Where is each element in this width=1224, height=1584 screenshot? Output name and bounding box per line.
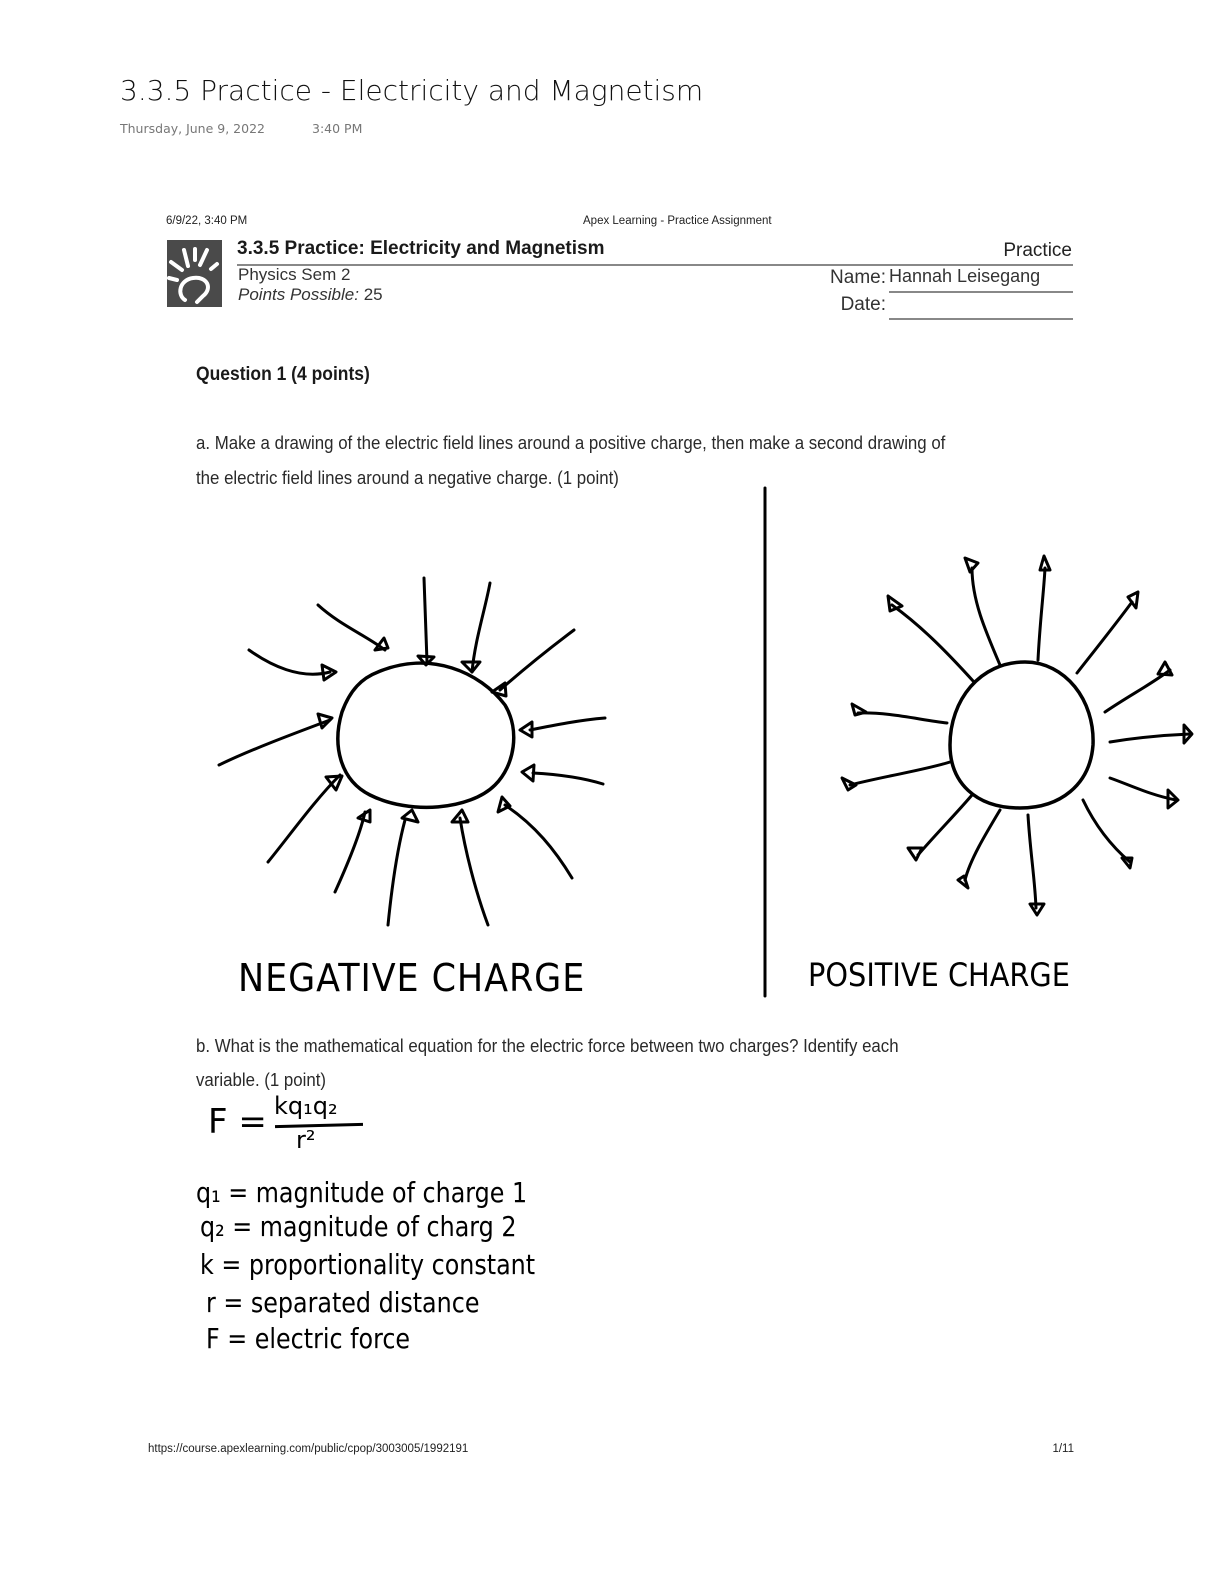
negative-charge-label: NEGATIVE CHARGE xyxy=(238,956,586,1000)
part-a-prompt-line1: a. Make a drawing of the electric field lines around a positive charge, then make a second drawing of xyxy=(196,433,946,453)
points-value: 25 xyxy=(363,285,383,304)
name-field[interactable]: Hannah Leisegang xyxy=(889,266,1041,286)
page-number: 1/11 xyxy=(1052,1443,1074,1455)
points-label: Points Possible: xyxy=(238,285,359,304)
positive-charge-label: POSITIVE CHARGE xyxy=(808,956,1070,994)
part-b-prompt-line2: variable. (1 point) xyxy=(196,1070,327,1090)
variable-definition: k = proportionality constant xyxy=(200,1248,536,1281)
positive-charge-circle xyxy=(950,662,1093,808)
equation-denominator: r² xyxy=(296,1126,316,1154)
variable-definition: q₁ = magnitude of charge 1 xyxy=(196,1176,528,1209)
equation-lhs: F = xyxy=(208,1102,267,1142)
variable-definition: r = separated distance xyxy=(206,1286,480,1319)
equation-numerator: kq₁q₂ xyxy=(274,1092,338,1120)
assignment-type: Practice xyxy=(1003,240,1072,261)
footer-url[interactable]: https://course.apexlearning.com/public/cpop/3003005/1992191 xyxy=(148,1443,469,1455)
assignment-title: 3.3.5 Practice: Electricity and Magnetism xyxy=(237,238,605,259)
date-label: Date: xyxy=(840,294,886,315)
print-timestamp: 6/9/22, 3:40 PM xyxy=(166,215,248,227)
note-date: Thursday, June 9, 2022 xyxy=(120,121,265,136)
note-time: 3:40 PM xyxy=(312,121,363,136)
name-label: Name: xyxy=(830,267,886,288)
positive-field-lines xyxy=(842,556,1192,915)
note-page-title: 3.3.5 Practice - Electricity and Magnetism xyxy=(120,74,704,107)
negative-charge-circle xyxy=(338,663,514,807)
course-name: Physics Sem 2 xyxy=(238,265,351,284)
question-1-heading: Question 1 (4 points) xyxy=(196,364,370,385)
variable-definition: F = electric force xyxy=(206,1322,411,1355)
variable-definition: q₂ = magnitude of charg 2 xyxy=(200,1210,517,1243)
part-a-prompt-line2: the electric field lines around a negative charge. (1 point) xyxy=(196,468,619,488)
part-b-prompt-line1: b. What is the mathematical equation for the electric force between two charges? Identify each xyxy=(196,1036,899,1056)
print-site-title: Apex Learning - Practice Assignment xyxy=(583,215,772,227)
negative-field-lines xyxy=(219,578,605,925)
